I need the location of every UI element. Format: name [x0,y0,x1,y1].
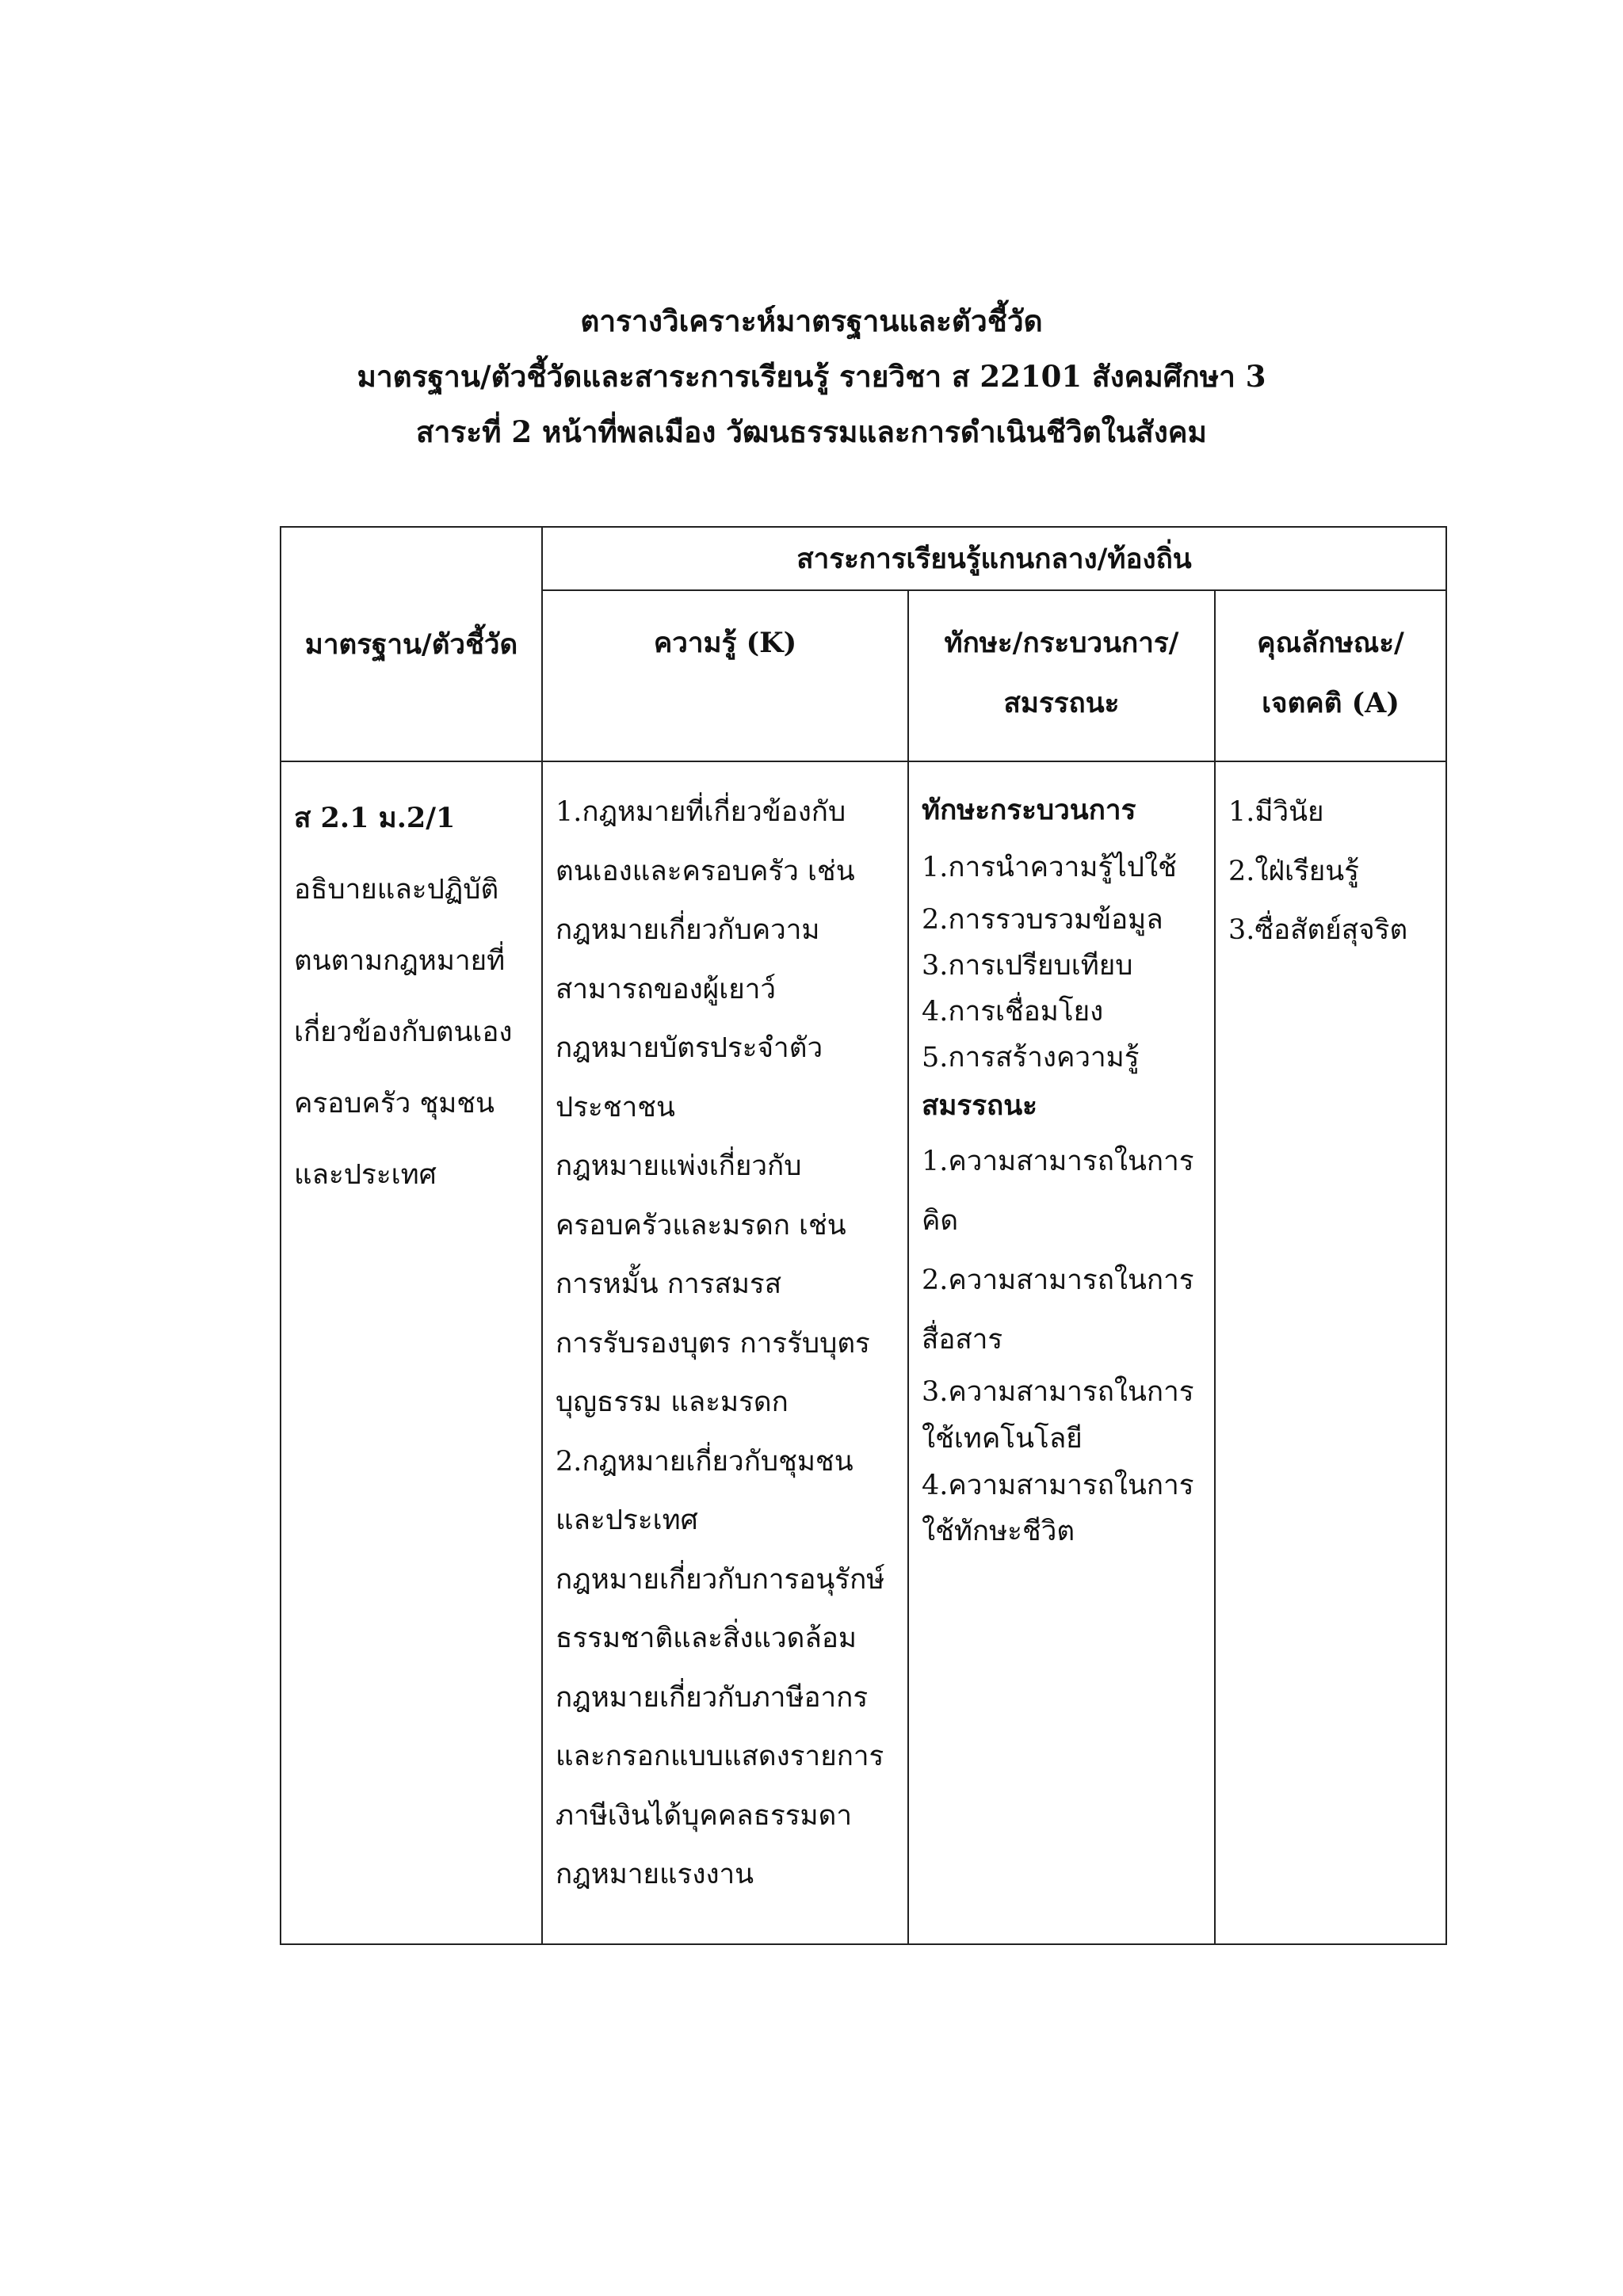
skills-line: สื่อสาร [922,1324,1003,1356]
knowledge-line: ภาษีเงินได้บุคคลธรรมดา [556,1799,853,1832]
header-core-content-label: สาระการเรียนรู้แกนกลาง/ท้องถิ่น [796,542,1192,575]
knowledge-line: การหมั้น การสมรส [556,1268,782,1300]
knowledge-line: ธรรมชาติและสิ่งแวดล้อม [556,1623,857,1654]
header-core-content [542,527,1446,590]
knowledge-line: ครอบครัวและมรดก เช่น [556,1209,846,1241]
standard-line: เกี่ยวข้องกับตนเอง [294,1016,513,1048]
cell-attributes [1215,761,1446,1944]
skills-line: ใช้เทคโนโลยี [922,1423,1083,1455]
attribute-line: 1.มีวินัย [1228,796,1324,828]
header-knowledge [542,590,908,761]
skills-line: 2.ความสามารถในการ [922,1264,1194,1296]
standard-line: ส 2.1 ม.2/1 [294,802,456,834]
knowledge-line: และประเทศ [556,1505,698,1536]
header-attributes [1215,590,1446,761]
knowledge-line: กฎหมายแรงงาน [556,1859,754,1890]
header-knowledge-label: ความรู้ (K) [653,627,797,659]
skills-line: 1.การนำความรู้ไปใช้ [922,852,1177,883]
skills-line: 5.การสร้างความรู้ [922,1042,1140,1074]
attribute-line: 2.ใฝ่เรียนรู้ [1228,855,1359,887]
title-line-2: มาตรฐาน/ตัวชี้วัดและสาระการเรียนรู้ รายวิชา ส 22101 สังคมศึกษา 3 [357,359,1266,394]
knowledge-line: บุญธรรม และมรดก [556,1386,789,1418]
header-standard-label: มาตรฐาน/ตัวชี้วัด [304,627,518,661]
header-attributes-line-2: เจตคติ (A) [1262,687,1400,719]
skills-line: ใช้ทักษะชีวิต [922,1516,1075,1547]
header-skills [908,590,1215,761]
document-title [0,293,1623,460]
knowledge-line: ประชาชน [556,1091,675,1123]
attribute-line: 3.ซื่อสัตย์สุจริต [1228,914,1408,946]
skills-line: 3.ความสามารถในการ [922,1376,1194,1408]
skills-line: 4.การเชื่อมโยง [922,996,1104,1028]
standard-line: อธิบายและปฏิบัติ [294,874,499,906]
knowledge-line: ตนเองและครอบครัว เช่น [556,855,855,887]
skills-line: 3.การเปรียบเทียบ [922,950,1133,982]
cell-knowledge [542,761,908,1944]
skills-line: 2.การรวบรวมข้อมูล [922,904,1163,936]
skills-line: คิด [922,1205,959,1237]
knowledge-line: และกรอกแบบแสดงรายการ [556,1741,884,1772]
knowledge-line: การรับรองบุตร การรับบุตร [556,1327,870,1360]
header-skills-line-2: สมรรถนะ [1003,687,1120,719]
header-attributes-line-1: คุณลักษณะ/ [1257,627,1404,659]
knowledge-line: กฎหมายบัตรประจำตัว [556,1032,823,1064]
standard-line: ครอบครัว ชุมชน [294,1088,495,1119]
knowledge-line: สามารถของผู้เยาว์ [556,973,777,1005]
knowledge-line: กฎหมายเกี่ยวกับความ [556,914,820,946]
skills-heading: ทักษะกระบวนการ [922,794,1136,826]
knowledge-line: กฎหมายแพ่งเกี่ยวกับ [556,1150,802,1182]
knowledge-line: 1.กฎหมายที่เกี่ยวข้องกับ [556,796,846,828]
knowledge-line: กฎหมายเกี่ยวกับการอนุรักษ์ [556,1563,885,1596]
standard-line: และประเทศ [294,1159,437,1191]
standards-analysis-table [280,526,1447,1945]
skills-line: 4.ความสามารถในการ [922,1470,1194,1501]
standard-line: ตนตามกฎหมายที่ [294,945,506,977]
skills-line: 1.ความสามารถในการ [922,1146,1194,1177]
cell-skills [908,761,1215,1944]
header-standard [281,527,542,761]
title-line-1: ตารางวิเคราะห์มาตรฐานและตัวชี้วัด [580,303,1043,338]
title-line-3: สาระที่ 2 หน้าที่พลเมือง วัฒนธรรมและการดำเนินชีวิตในสังคม [416,414,1207,449]
cell-standard [281,761,542,1944]
knowledge-line: 2.กฎหมายเกี่ยวกับชุมชน [556,1445,854,1478]
knowledge-line: กฎหมายเกี่ยวกับภาษีอากร [556,1681,869,1714]
header-skills-line-1: ทักษะ/กระบวนการ/ [944,627,1179,659]
skills-heading: สมรรถนะ [922,1089,1037,1122]
